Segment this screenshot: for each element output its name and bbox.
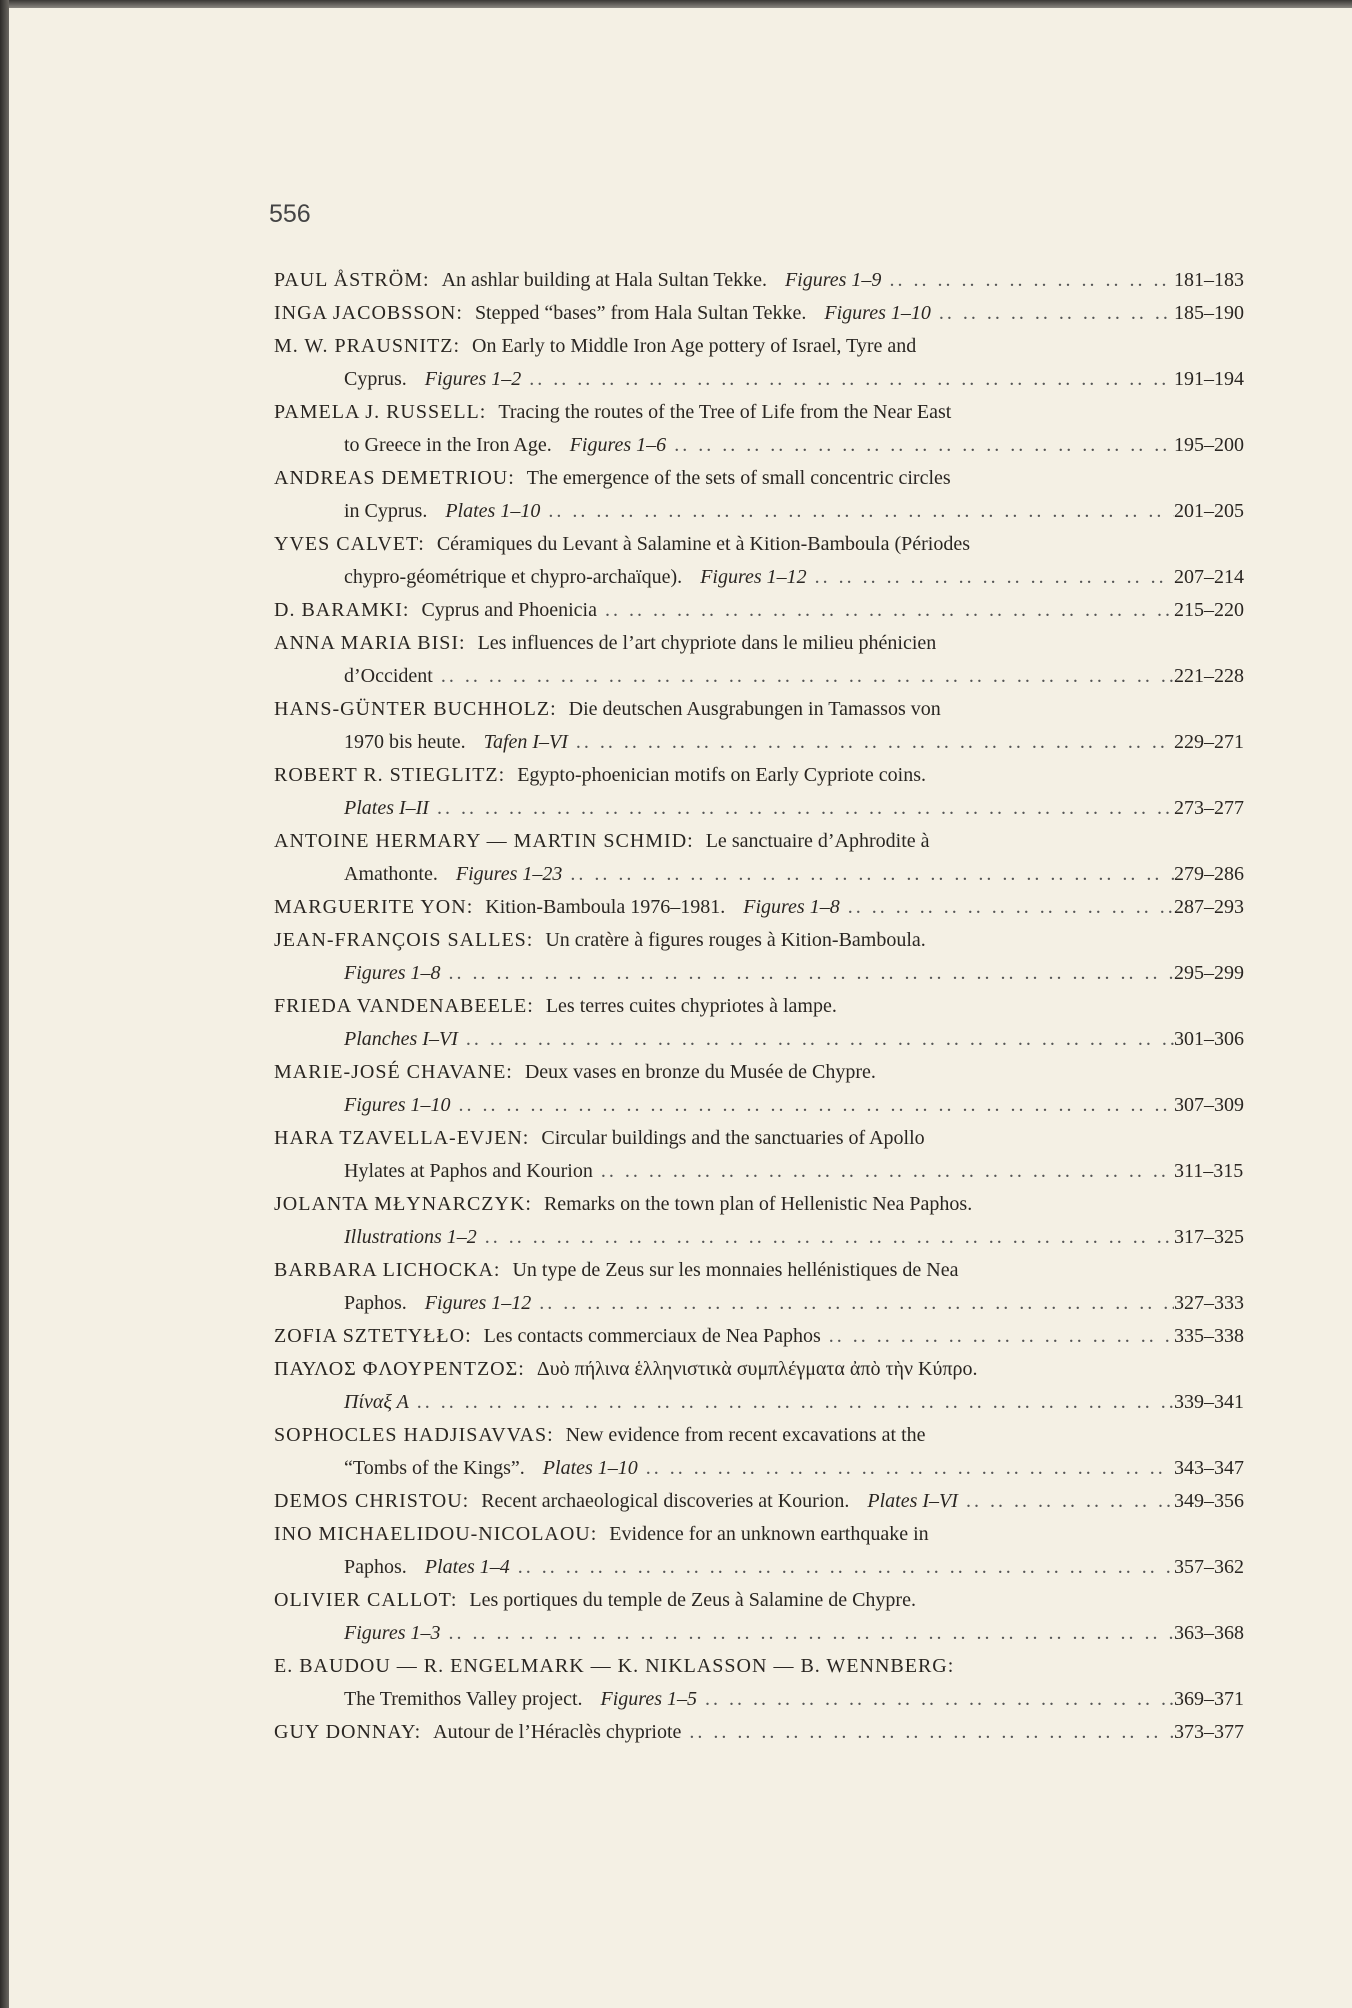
dot-leader bbox=[966, 1485, 1174, 1518]
entry-author: MARIE-JOSÉ CHAVANE: bbox=[274, 1061, 513, 1083]
toc-entry bbox=[274, 1518, 1284, 1584]
entry-author: SOPHOCLES HADJISAVVAS: bbox=[274, 1424, 554, 1446]
entry-title: New evidence from recent excavations at the bbox=[565, 1424, 926, 1446]
entry-title-continued: chypro-géométrique et chypro-archaïque). bbox=[344, 566, 683, 588]
entry-pages: 343–347 bbox=[1174, 1457, 1244, 1479]
dot-leader bbox=[466, 1023, 1174, 1056]
entry-pages: 195–200 bbox=[1174, 434, 1244, 456]
entry-pages: 311–315 bbox=[1174, 1160, 1244, 1182]
entry-figures-ref: Plates 1–10 bbox=[445, 500, 541, 522]
entry-title: Les terres cuites chypriotes à lampe. bbox=[545, 995, 837, 1017]
entry-author: ZOFIA SZTETYŁŁO: bbox=[274, 1325, 472, 1347]
entry-title: Les influences de l’art chypriote dans le milieu phénicien bbox=[477, 632, 937, 654]
entry-title: Evidence for an unknown earthquake in bbox=[609, 1523, 929, 1545]
entry-figures-ref: Figures 1–10 bbox=[344, 1094, 451, 1116]
dot-leader bbox=[539, 1287, 1174, 1320]
page-number: 556 bbox=[269, 200, 311, 228]
dot-leader bbox=[458, 1089, 1174, 1122]
dot-leader bbox=[646, 1452, 1174, 1485]
entry-author: M. W. PRAUSNITZ: bbox=[274, 335, 461, 357]
entry-title: On Early to Middle Iron Age pottery of Israel, Tyre and bbox=[472, 335, 917, 357]
dot-leader bbox=[848, 891, 1174, 924]
dot-leader bbox=[437, 792, 1174, 825]
entry-title: Cyprus and Phoenicia bbox=[421, 599, 597, 621]
entry-figures-ref: Figures 1–2 bbox=[424, 368, 522, 390]
entry-pages: 273–277 bbox=[1174, 797, 1244, 819]
entry-title-continued: Hylates at Paphos and Kourion bbox=[344, 1160, 593, 1182]
toc-entry bbox=[274, 1353, 1284, 1419]
entry-pages: 373–377 bbox=[1174, 1721, 1244, 1743]
entry-title-continued: Paphos. bbox=[344, 1556, 407, 1578]
toc-entry bbox=[274, 1485, 1284, 1518]
entry-figures-ref: Plates 1–4 bbox=[424, 1556, 510, 1578]
entry-figures-ref: Figures 1–8 bbox=[344, 962, 441, 984]
entry-title: The emergence of the sets of small concentric circles bbox=[526, 467, 951, 489]
entry-pages: 181–183 bbox=[1174, 269, 1244, 291]
entry-title: Recent archaeological discoveries at Kourion. bbox=[481, 1490, 850, 1512]
entry-author: PAMELA J. RUSSELL: bbox=[274, 401, 487, 423]
entry-author: JOLANTA MŁYNARCZYK: bbox=[274, 1193, 532, 1215]
dot-leader bbox=[485, 1221, 1174, 1254]
toc-entry bbox=[274, 1419, 1284, 1485]
toc-entry bbox=[274, 1188, 1284, 1254]
entry-figures-ref: Plates 1–10 bbox=[542, 1457, 638, 1479]
dot-leader bbox=[570, 858, 1174, 891]
toc-entry bbox=[274, 1122, 1284, 1188]
entry-author: HARA TZAVELLA-EVJEN: bbox=[274, 1127, 530, 1149]
entry-pages: 369–371 bbox=[1174, 1688, 1244, 1710]
dot-leader bbox=[601, 1155, 1174, 1188]
entry-figures-ref: Tafen I–VI bbox=[483, 731, 568, 753]
entry-author: ANNA MARIA BISI: bbox=[274, 632, 466, 654]
entry-author: GUY DONNAY: bbox=[274, 1721, 422, 1743]
entry-author: D. BARAMKI: bbox=[274, 599, 410, 621]
entry-figures-ref: Figures 1–6 bbox=[569, 434, 667, 456]
entry-title-continued: “Tombs of the Kings”. bbox=[344, 1457, 525, 1479]
entry-pages: 215–220 bbox=[1174, 599, 1244, 621]
toc-entry bbox=[274, 924, 1284, 990]
entry-author: DEMOS CHRISTOU: bbox=[274, 1490, 470, 1512]
entry-title: Le sanctuaire d’Aphrodite à bbox=[705, 830, 930, 852]
dot-leader bbox=[939, 297, 1174, 330]
entry-title-continued: Paphos. bbox=[344, 1292, 407, 1314]
entry-author: OLIVIER CALLOT: bbox=[274, 1589, 458, 1611]
entry-author: INGA JACOBSSON: bbox=[274, 302, 463, 324]
entry-figures-ref: Figures 1–12 bbox=[700, 566, 807, 588]
dot-leader bbox=[417, 1386, 1174, 1419]
entry-title-continued: 1970 bis heute. bbox=[344, 731, 466, 753]
entry-author: ANTOINE HERMARY — MARTIN SCHMID: bbox=[274, 830, 694, 852]
dot-leader bbox=[518, 1551, 1174, 1584]
entry-pages: 327–333 bbox=[1174, 1292, 1244, 1314]
entry-pages: 207–214 bbox=[1174, 566, 1244, 588]
toc-entry bbox=[274, 528, 1284, 594]
entry-pages: 229–271 bbox=[1174, 731, 1244, 753]
dot-leader bbox=[448, 957, 1174, 990]
toc-entry bbox=[274, 627, 1284, 693]
toc-entry bbox=[274, 759, 1284, 825]
entry-title: Die deutschen Ausgrabungen in Tamassos von bbox=[568, 698, 941, 720]
entry-author: JEAN-FRANÇOIS SALLES: bbox=[274, 929, 534, 951]
entry-title: Remarks on the town plan of Hellenistic Nea Paphos. bbox=[543, 1193, 973, 1215]
entry-title: Δυὸ πήλινα ἑλληνιστικὰ συμπλέγματα ἀπὸ τὴν Κύπρο. bbox=[536, 1358, 978, 1380]
entry-title: Stepped “bases” from Hala Sultan Tekke. bbox=[474, 302, 807, 324]
entry-title: Les portiques du temple de Zeus à Salamine de Chypre. bbox=[469, 1589, 916, 1611]
entry-author: FRIEDA VANDENABEELE: bbox=[274, 995, 534, 1017]
toc-entry bbox=[274, 1254, 1284, 1320]
dot-leader bbox=[448, 1617, 1174, 1650]
toc-entry bbox=[274, 1650, 1284, 1716]
toc-entry bbox=[274, 297, 1284, 330]
entry-pages: 349–356 bbox=[1174, 1490, 1244, 1512]
entry-pages: 287–293 bbox=[1174, 896, 1244, 918]
entry-pages: 357–362 bbox=[1174, 1556, 1244, 1578]
entry-figures-ref: Plates I–VI bbox=[867, 1490, 958, 1512]
entry-pages: 221–228 bbox=[1174, 665, 1244, 687]
entry-pages: 301–306 bbox=[1174, 1028, 1244, 1050]
entry-title: Circular buildings and the sanctuaries of Apollo bbox=[541, 1127, 925, 1149]
entry-pages: 339–341 bbox=[1174, 1391, 1244, 1413]
dot-leader bbox=[815, 561, 1174, 594]
entry-figures-ref: Figures 1–12 bbox=[424, 1292, 532, 1314]
toc-entry bbox=[274, 1056, 1284, 1122]
entry-figures-ref: Figures 1–8 bbox=[743, 896, 840, 918]
page-top-edge bbox=[0, 0, 1352, 8]
dot-leader bbox=[548, 495, 1174, 528]
dot-leader bbox=[529, 363, 1174, 396]
dot-leader bbox=[705, 1683, 1174, 1716]
entry-title: Les contacts commerciaux de Nea Paphos bbox=[483, 1325, 821, 1347]
toc-entry bbox=[274, 462, 1284, 528]
entry-author: INO MICHAELIDOU-NICOLAOU: bbox=[274, 1523, 598, 1545]
entry-figures-ref: Πίναξ Α bbox=[344, 1391, 409, 1413]
toc-entry bbox=[274, 594, 1284, 627]
toc-entry bbox=[274, 891, 1284, 924]
entry-title: Deux vases en bronze du Musée de Chypre. bbox=[524, 1061, 876, 1083]
toc-entry bbox=[274, 990, 1284, 1056]
entry-title-continued: in Cyprus. bbox=[344, 500, 428, 522]
toc-entry bbox=[274, 264, 1284, 297]
toc-entry bbox=[274, 1584, 1284, 1650]
dot-leader bbox=[829, 1320, 1174, 1353]
toc-entry bbox=[274, 693, 1284, 759]
entry-author: YVES CALVET: bbox=[274, 533, 425, 555]
entry-title: Un cratère à figures rouges à Kition-Bamboula. bbox=[545, 929, 926, 951]
entry-figures-ref: Figures 1–9 bbox=[784, 269, 882, 291]
entry-title: Autour de l’Héraclès chypriote bbox=[433, 1721, 682, 1743]
entry-figures-ref: Plates I–II bbox=[344, 797, 429, 819]
entry-title: Tracing the routes of the Tree of Life from the Near East bbox=[498, 401, 952, 423]
dot-leader bbox=[689, 1716, 1174, 1749]
dot-leader bbox=[441, 660, 1174, 693]
entry-figures-ref: Figures 1–23 bbox=[455, 863, 563, 885]
dot-leader bbox=[605, 594, 1174, 627]
entry-figures-ref: Figures 1–5 bbox=[600, 1688, 697, 1710]
dot-leader bbox=[576, 726, 1174, 759]
entry-figures-ref: Figures 1–10 bbox=[824, 302, 931, 324]
entry-title-continued: d’Occident bbox=[344, 665, 433, 687]
entry-title-continued: to Greece in the Iron Age. bbox=[344, 434, 552, 456]
entry-pages: 295–299 bbox=[1174, 962, 1244, 984]
toc-entry bbox=[274, 1716, 1284, 1749]
entry-title: An ashlar building at Hala Sultan Tekke. bbox=[441, 269, 767, 291]
table-of-contents bbox=[274, 264, 1284, 1749]
entry-title: Céramiques du Levant à Salamine et à Kition-Bamboula (Périodes bbox=[436, 533, 971, 555]
entry-title-continued: The Tremithos Valley project. bbox=[344, 1688, 583, 1710]
entry-pages: 185–190 bbox=[1174, 302, 1244, 324]
entry-title: Egypto-phoenician motifs on Early Cypriote coins. bbox=[517, 764, 927, 786]
toc-entry bbox=[274, 825, 1284, 891]
entry-pages: 335–338 bbox=[1174, 1325, 1244, 1347]
entry-pages: 201–205 bbox=[1174, 500, 1244, 522]
entry-pages: 363–368 bbox=[1174, 1622, 1244, 1644]
entry-figures-ref: Illustrations 1–2 bbox=[344, 1226, 477, 1248]
toc-entry bbox=[274, 1320, 1284, 1353]
toc-entry bbox=[274, 396, 1284, 462]
dot-leader bbox=[889, 264, 1174, 297]
entry-figures-ref: Figures 1–3 bbox=[344, 1622, 441, 1644]
entry-title: Kition-Bamboula 1976–1981. bbox=[485, 896, 726, 918]
entry-author: ROBERT R. STIEGLITZ: bbox=[274, 764, 506, 786]
entry-title: Un type de Zeus sur les monnaies hellénistiques de Nea bbox=[512, 1259, 959, 1281]
entry-author: ΠΑΥΛΟΣ ΦΛΟΥΡΕΝΤΖΟΣ: bbox=[274, 1358, 525, 1380]
entry-author: HANS-GÜNTER BUCHHOLZ: bbox=[274, 698, 557, 720]
entry-author: BARBARA LICHOCKA: bbox=[274, 1259, 501, 1281]
entry-author: E. BAUDOU — R. ENGELMARK — K. NIKLASSON — B. WENNBERG: bbox=[274, 1655, 955, 1677]
page-left-edge bbox=[0, 0, 9, 2008]
entry-pages: 307–309 bbox=[1174, 1094, 1244, 1116]
entry-author: ANDREAS DEMETRIOU: bbox=[274, 467, 515, 489]
entry-figures-ref: Planches I–VI bbox=[344, 1028, 458, 1050]
toc-entry bbox=[274, 330, 1284, 396]
entry-pages: 317–325 bbox=[1174, 1226, 1244, 1248]
entry-title-continued: Cyprus. bbox=[344, 368, 407, 390]
entry-author: PAUL ÅSTRÖM: bbox=[274, 269, 430, 291]
dot-leader bbox=[674, 429, 1174, 462]
entry-title-continued: Amathonte. bbox=[344, 863, 438, 885]
entry-pages: 191–194 bbox=[1174, 368, 1244, 390]
entry-author: MARGUERITE YON: bbox=[274, 896, 474, 918]
entry-pages: 279–286 bbox=[1174, 863, 1244, 885]
